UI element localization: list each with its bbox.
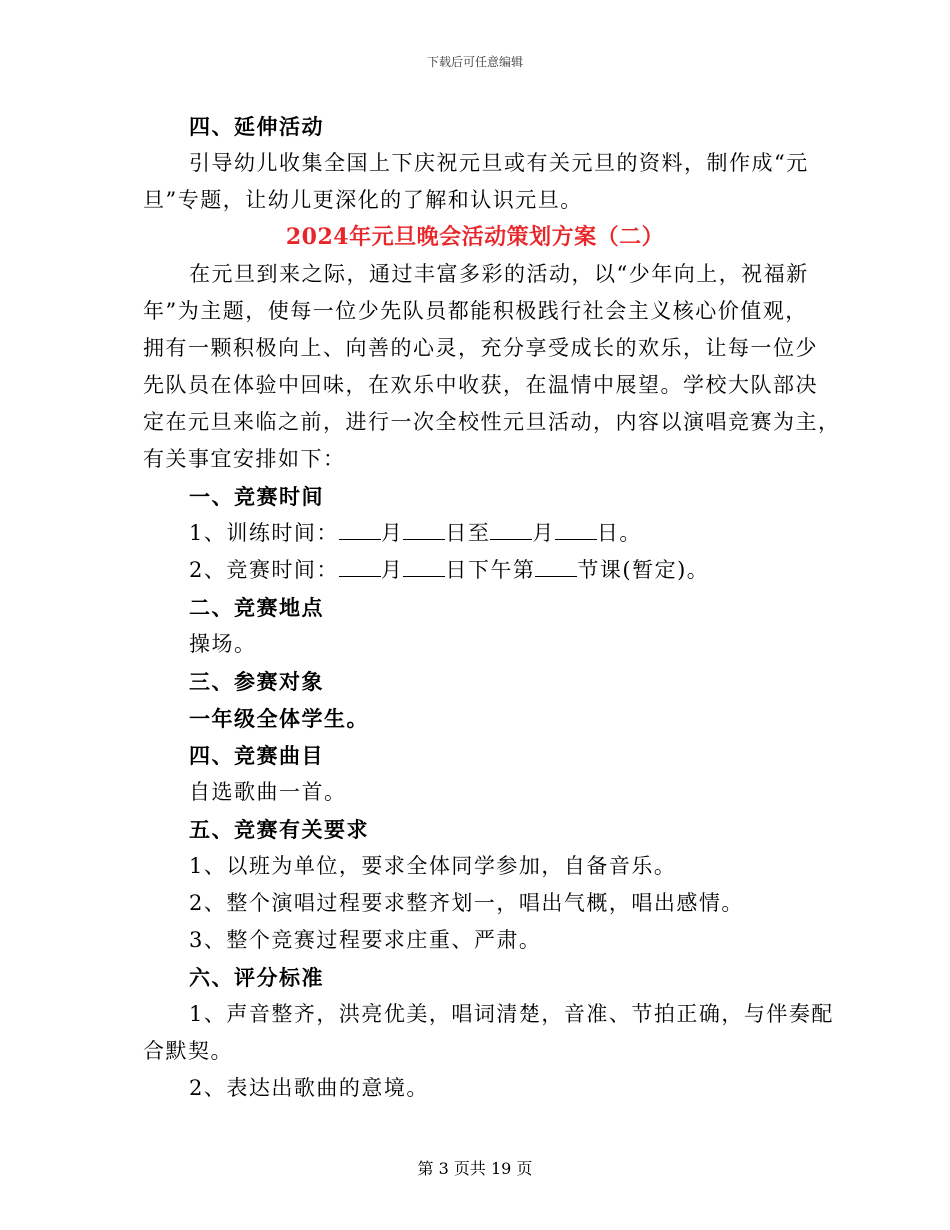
intro-line: 先队员在体验中回味，在欢乐中收获，在温情中展望。学校大队部决 — [143, 373, 818, 397]
requirement-item: 1、以班为单位，要求全体同学参加，自备音乐。 — [189, 854, 677, 878]
intro-line: 在元旦到来之际，通过丰富多彩的活动，以“少年向上，祝福新 — [189, 262, 809, 286]
day-label: 日。 — [596, 521, 642, 545]
contest-time-label: 2、竞赛时间： — [189, 558, 339, 582]
section-heading-scoring: 六、评分标准 — [189, 965, 324, 990]
document-title: 2024年元旦晚会活动策划方案（二） — [285, 224, 665, 250]
requirement-item: 3、整个竞赛过程要求庄重、严肃。 — [189, 928, 542, 952]
blank-field — [339, 521, 381, 540]
section-heading-requirements: 五、竞赛有关要求 — [189, 817, 369, 842]
intro-line: 定在元旦来临之前，进行一次全校性元旦活动，内容以演唱竞赛为主， — [143, 410, 841, 434]
blank-field — [535, 558, 577, 577]
day-to-label: 日至 — [445, 521, 491, 545]
intro-line: 有关事宜安排如下： — [143, 447, 346, 471]
page-header: 下载后可任意编辑 — [426, 55, 523, 69]
requirement-item: 2、整个演唱过程要求整齐划一，唱出气概，唱出感情。 — [189, 891, 744, 915]
blank-field — [403, 521, 445, 540]
training-time-label: 1、训练时间： — [189, 521, 339, 545]
blank-field — [555, 521, 597, 540]
page-footer: 第 3 页共 19 页 — [417, 1159, 533, 1178]
location-text: 操场。 — [189, 632, 257, 656]
section-heading-time: 一、竞赛时间 — [189, 484, 324, 509]
month-label: 月 — [380, 521, 404, 545]
repertoire-text: 自选歌曲一首。 — [189, 780, 347, 804]
month-label: 月 — [380, 558, 404, 582]
afternoon-label: 日下午第 — [445, 558, 536, 582]
section-heading-location: 二、竞赛地点 — [189, 595, 324, 620]
paragraph-line: 旦”专题，让幼儿更深化的了解和认识元旦。 — [143, 188, 583, 212]
section-heading-repertoire: 四、竞赛曲目 — [189, 743, 324, 768]
scoring-item-continuation: 合默契。 — [143, 1039, 233, 1063]
intro-line: 拥有一颗积极向上、向善的心灵，充分享受成长的欢乐，让每一位少 — [143, 336, 818, 360]
month-label: 月 — [532, 521, 555, 545]
paragraph-line: 引导幼儿收集全国上下庆祝元旦或有关元旦的资料，制作成“元 — [189, 151, 809, 175]
contest-time-line — [143, 552, 807, 589]
blank-field — [403, 558, 445, 577]
intro-line: 年”为主题，使每一位少先队员都能积极践行社会主义核心价值观， — [143, 299, 808, 323]
period-label: 节课(暂定)。 — [577, 558, 710, 582]
section-heading-participants: 三、参赛对象 — [189, 669, 324, 694]
scoring-item: 1、声音整齐，洪亮优美，唱词清楚，音准、节拍正确，与伴奏配 — [189, 1002, 834, 1026]
document-body — [143, 108, 841, 1107]
section-heading-extension: 四、延伸活动 — [189, 114, 324, 139]
scoring-item: 2、表达出歌曲的意境。 — [189, 1076, 429, 1100]
training-time-line — [143, 515, 807, 552]
blank-field — [339, 558, 381, 577]
participants-text: 一年级全体学生。 — [189, 706, 369, 731]
blank-field — [490, 521, 532, 540]
